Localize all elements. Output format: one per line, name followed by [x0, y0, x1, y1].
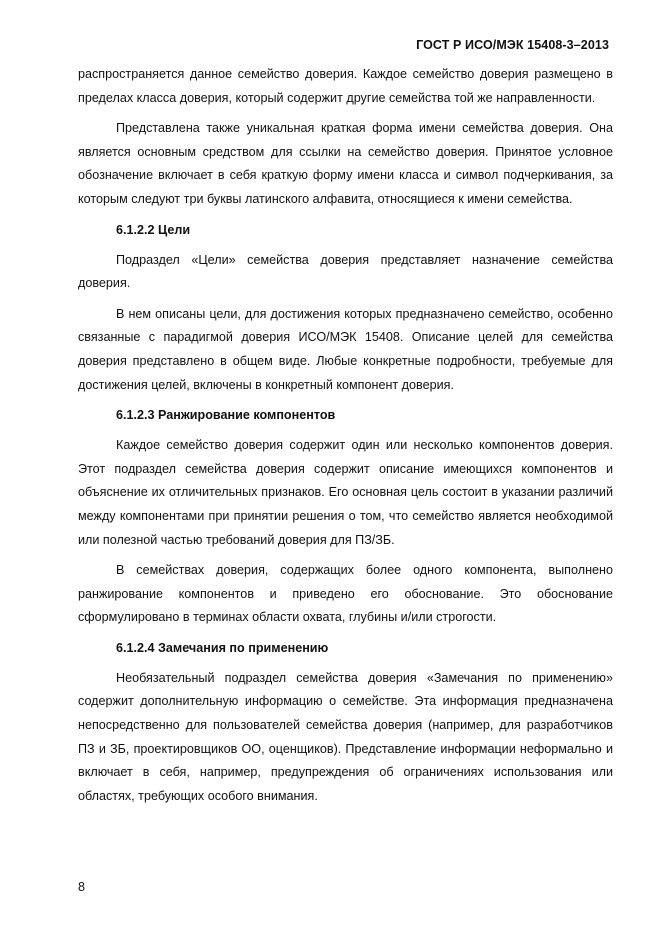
paragraph: Необязательный подраздел семейства доверия «Замечания по применению» содержит дополнительную информацию о семействе. Эта информация предназначена непосредственно для пользователей семейства доверия (например, для разработчиков ПЗ и ЗБ, проектировщиков ОО, оценщиков). Представление информации неформально и включает в себя, например, предупреждения об ограничениях использования или областях, требующих особого внимания.: [78, 670, 613, 803]
page-number: 8: [78, 880, 86, 894]
paragraph-continuation: распространяется данное семейство доверия. Каждое семейство доверия размещено в пределах класса доверия, который содержит другие семейства той же направленности.: [78, 67, 613, 105]
page-content: [78, 63, 613, 815]
paragraph: Каждое семейство доверия содержит один или несколько компонентов доверия. Этот подраздел семейства доверия содержит описание имеющихся компонентов и объяснение их отличительных признаков. Его основная цель состоит в указании различий между компонентами при принятии решения о том, что семейство является необходимой или полезной частью требований доверия для ПЗ/ЗБ.: [78, 438, 613, 547]
section-heading-goals: 6.1.2.2 Цели: [116, 222, 191, 237]
paragraph: В нем описаны цели, для достижения которых предназначено семейство, особенно связанные с парадигмой доверия ИСО/МЭК 15408. Описание целей для семейства доверия представлено в общем виде. Любые конкретные подробности, требуемые для достижения целей, включены в конкретный компонент доверия.: [78, 306, 613, 392]
section-heading-application-notes: 6.1.2.4 Замечания по применению: [116, 640, 329, 655]
paragraph: В семействах доверия, содержащих более одного компонента, выполнено ранжирование компонентов и приведено его обоснование. Это обоснование сформулировано в терминах области охвата, глубины и/или строгости.: [78, 563, 613, 625]
paragraph: Представлена также уникальная краткая форма имени семейства доверия. Она является основным средством для ссылки на семейство доверия. Принятое условное обозначение включает в себя краткую форму имени класса и символ подчеркивания, за которым следуют три буквы латинского алфавита, относящиеся к имени семейства.: [78, 121, 613, 206]
section-heading-component-levelling: 6.1.2.3 Ранжирование компонентов: [116, 408, 336, 423]
paragraph: Подраздел «Цели» семейства доверия представляет назначение семейства доверия.: [78, 252, 613, 291]
page-header: ГОСТ Р ИСО/МЭК 15408-3–2013: [416, 38, 609, 52]
